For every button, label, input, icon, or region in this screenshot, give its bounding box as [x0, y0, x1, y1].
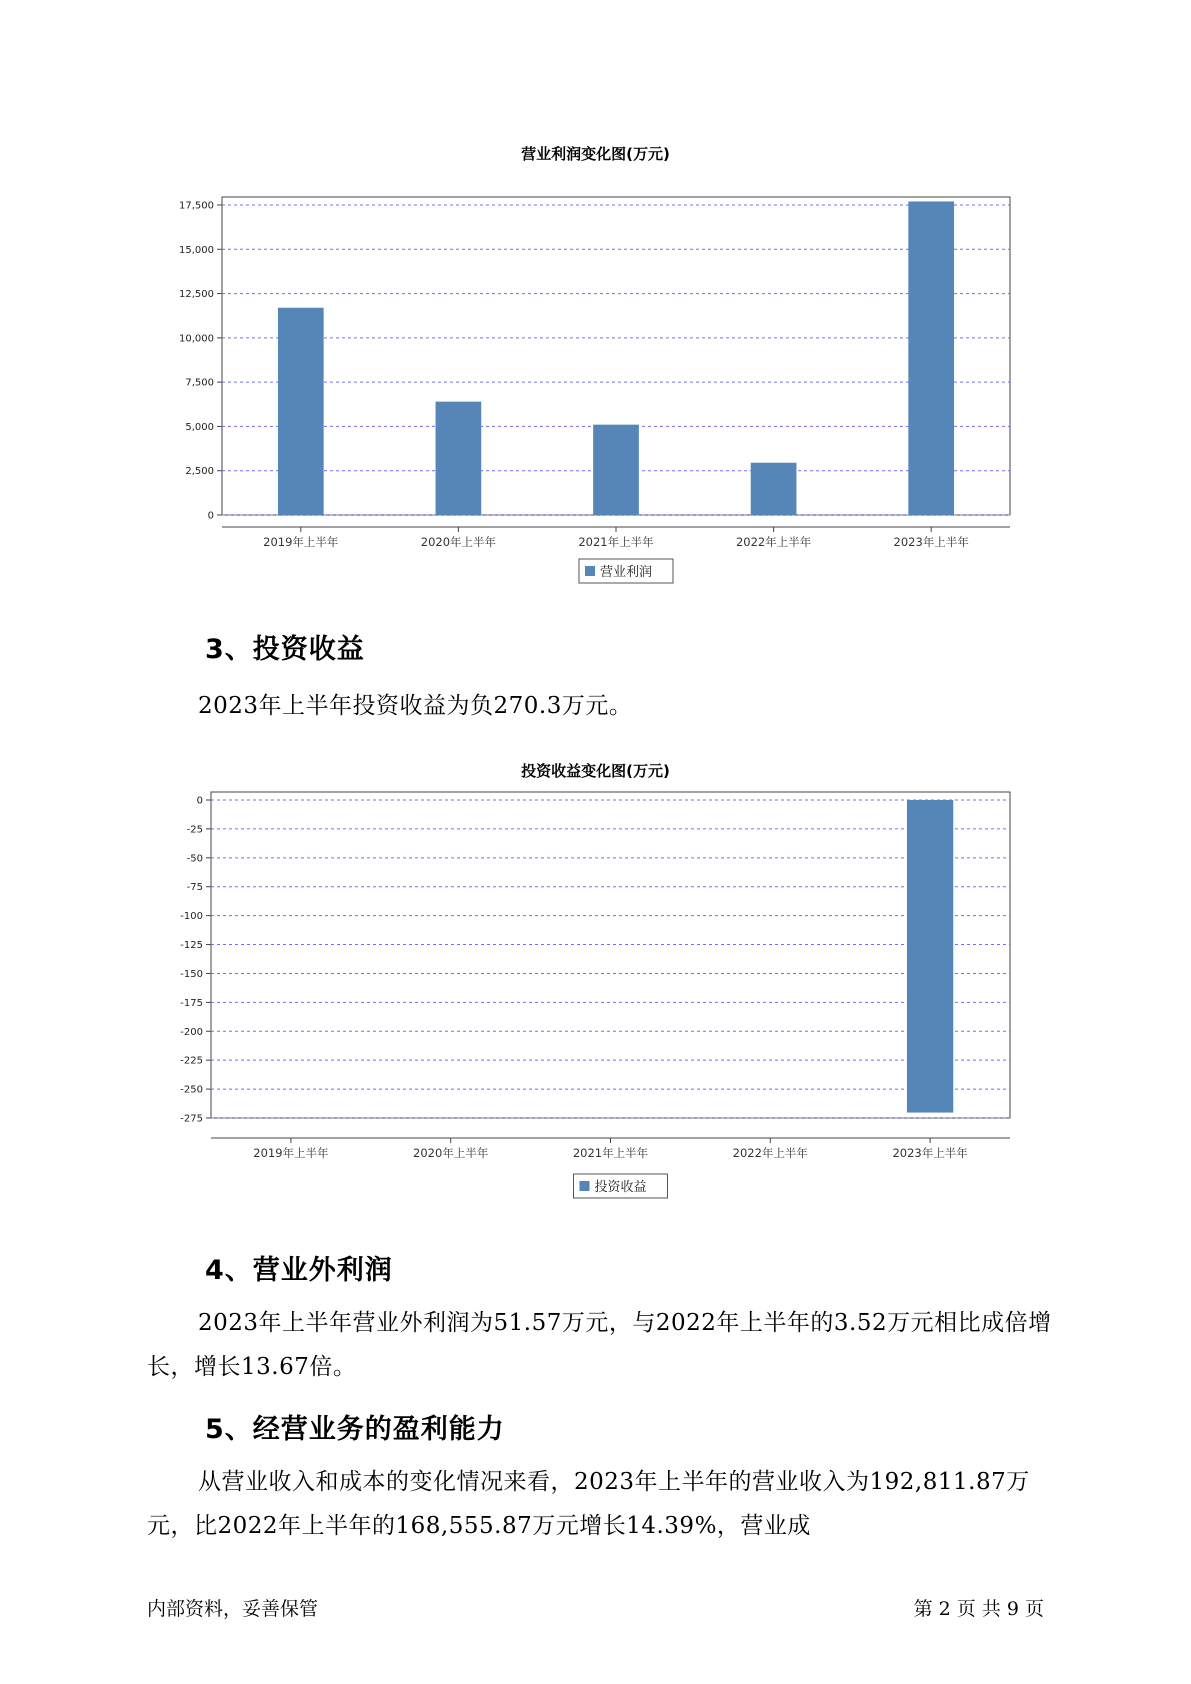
y-tick-label: -200 [180, 1026, 203, 1038]
footer-page-number: 第 2 页 共 9 页 [913, 1598, 1044, 1620]
section3-text: 2023年上半年投资收益为负270.3万元。 [198, 693, 633, 719]
y-tick-label: 15,000 [179, 244, 214, 256]
y-tick-label: -250 [180, 1084, 203, 1096]
y-tick-label: 12,500 [179, 289, 214, 301]
x-tick-label: 2022年上半年 [732, 1146, 808, 1160]
y-tick-label: 0 [196, 795, 203, 807]
x-tick-label: 2019年上半年 [263, 535, 339, 549]
y-tick-label: -175 [180, 997, 203, 1009]
y-tick-label: 5,000 [185, 421, 214, 433]
section3-heading: 3、投资收益 [205, 634, 365, 665]
section4-heading: 4、营业外利润 [205, 1255, 393, 1286]
x-tick-label: 2020年上半年 [413, 1146, 489, 1160]
y-tick-label: -275 [180, 1113, 203, 1125]
legend-swatch [580, 1181, 590, 1191]
y-tick-label: -50 [186, 853, 203, 865]
y-tick-label: -100 [180, 911, 203, 923]
legend-label: 投资收益 [594, 1180, 647, 1195]
y-tick-label: 10,000 [179, 333, 214, 345]
section5-text: 从营业收入和成本的变化情况来看，2023年上半年的营业收入为192,811.87万元，比2022年上半年的168,555.87万元增长14.39%，营业成 [147, 1469, 1030, 1539]
x-tick-label: 2023年上半年 [892, 1146, 968, 1160]
legend-label: 营业利润 [600, 565, 653, 580]
plot-area [211, 792, 1010, 1118]
y-tick-label: -150 [180, 968, 203, 980]
section4-text: 2023年上半年营业外利润为51.57万元，与2022年上半年的3.52万元相比成倍增长，增长13.67倍。 [147, 1310, 1052, 1380]
y-tick-label: -225 [180, 1055, 203, 1067]
bar-2023年上半年 [907, 800, 953, 1113]
section5-heading: 5、经营业务的盈利能力 [205, 1414, 505, 1445]
y-tick-label: -75 [186, 882, 203, 894]
chart2-title: 投资收益变化图(万元) [521, 762, 670, 780]
footer-confidential: 内部资料，妥善保管 [147, 1598, 319, 1620]
x-tick-label: 2019年上半年 [253, 1146, 329, 1160]
x-tick-label: 2020年上半年 [420, 535, 497, 549]
y-tick-label: -125 [180, 940, 203, 952]
x-tick-label: 2021年上半年 [578, 535, 654, 549]
x-tick-label: 2022年上半年 [735, 535, 812, 549]
y-tick-label: 0 [207, 510, 214, 522]
chart1-title: 营业利润变化图(万元) [521, 145, 670, 163]
x-tick-label: 2021年上半年 [572, 1146, 649, 1160]
y-tick-label: 2,500 [185, 466, 214, 478]
x-tick-label: 2023年上半年 [893, 535, 969, 549]
y-tick-label: 17,500 [179, 200, 214, 212]
y-tick-label: 7,500 [185, 377, 214, 389]
y-tick-label: -25 [186, 824, 203, 836]
